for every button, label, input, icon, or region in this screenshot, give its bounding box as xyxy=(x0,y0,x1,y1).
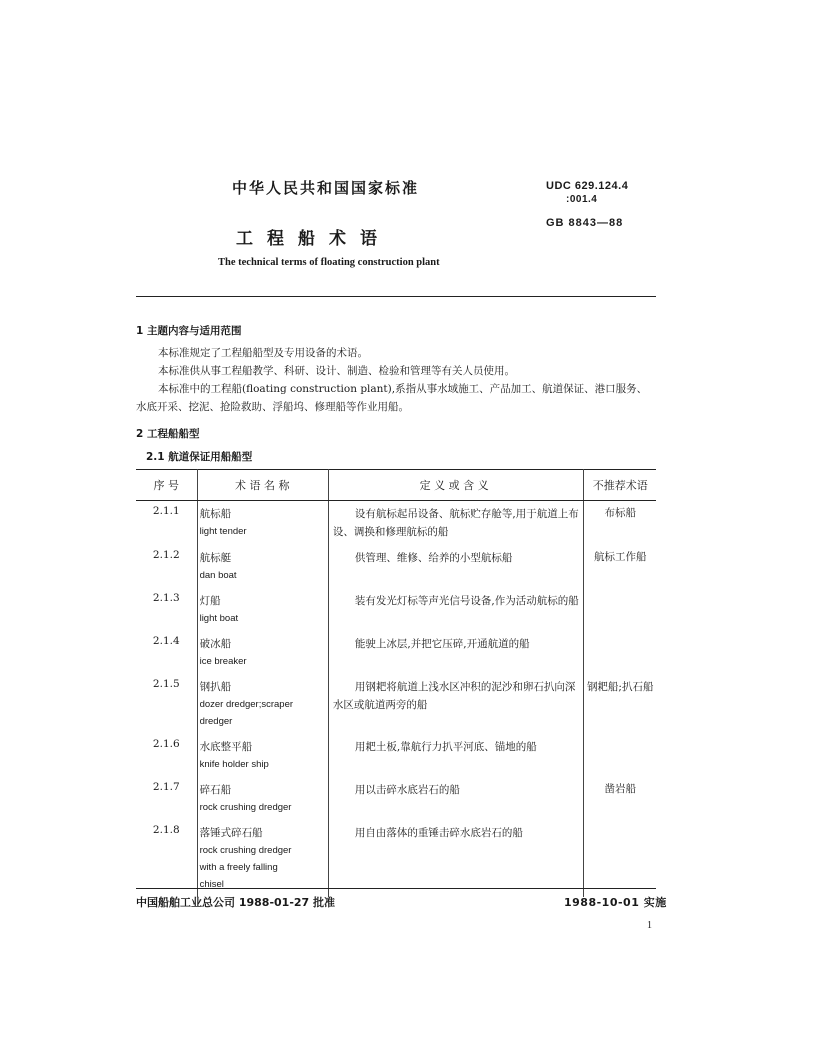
term-not-recommended xyxy=(584,631,656,674)
table-row xyxy=(136,631,656,674)
table-row xyxy=(136,545,656,588)
col-header-term: 术 语 名 称 xyxy=(197,470,328,501)
section2-heading: 2 工程船船型 xyxy=(136,428,200,440)
page-title: 工程船术语 xyxy=(236,229,391,249)
term-en: light tender xyxy=(199,526,247,537)
page-number: 1 xyxy=(647,920,652,931)
col-header-not-recommended: 不推荐术语 xyxy=(584,470,656,501)
term-definition: 能驶上冰层,并把它压碎,开通航道的船 xyxy=(328,631,584,674)
term-name xyxy=(197,545,328,588)
term-not-recommended: 钢耙船;扒石船 xyxy=(586,681,654,693)
term-cn: 航标艇 xyxy=(199,552,232,564)
udc-line1: UDC 629.124.4 xyxy=(546,180,629,192)
term-number: 2.1.7 xyxy=(136,777,197,820)
term-en: light boat xyxy=(199,613,239,624)
english-title: The technical terms of floating construction plant xyxy=(218,257,440,268)
term-name xyxy=(197,674,328,734)
table-header-row xyxy=(136,470,656,501)
term-cn: 水底整平船 xyxy=(199,741,253,753)
section1-heading: 1 主题内容与适用范围 xyxy=(136,325,242,337)
udc-code xyxy=(546,180,628,206)
term-name xyxy=(197,631,328,674)
term-definition: 设有航标起吊设备、航标贮存舱等,用于航道上布设、调换和修理航标的船 xyxy=(328,501,584,546)
term-number: 2.1.6 xyxy=(136,734,197,777)
col-header-number: 序 号 xyxy=(136,470,197,501)
term-en: dan boat xyxy=(199,570,237,581)
term-not-recommended: 凿岩船 xyxy=(604,783,636,795)
terms-table xyxy=(136,469,656,897)
term-en: rock crushing dredger xyxy=(199,845,292,856)
term-en: dozer dredger;scraper xyxy=(199,699,294,710)
term-name xyxy=(197,734,328,777)
section21-heading: 2.1 航道保证用船船型 xyxy=(146,451,253,463)
term-number: 2.1.4 xyxy=(136,631,197,674)
term-cn: 落锤式碎石船 xyxy=(199,827,263,839)
table-row xyxy=(136,734,656,777)
implementation-date: 1988-10-01 实施 xyxy=(564,896,667,909)
term-name xyxy=(197,820,328,897)
udc-line2: :001.4 xyxy=(566,194,598,205)
term-cn: 破冰船 xyxy=(199,638,232,650)
footer-divider xyxy=(136,888,656,889)
approval-date: 中国船舶工业总公司 1988-01-27 批准 xyxy=(136,896,336,909)
term-en: knife holder ship xyxy=(199,759,269,770)
term-cn: 航标船 xyxy=(199,508,232,520)
table-row xyxy=(136,501,656,546)
term-cn: 碎石船 xyxy=(199,784,232,796)
paragraph: 水底开采、挖泥、抢险救助、浮船坞、修理船等作业用船。 xyxy=(136,401,409,413)
gb-number: GB 8843—88 xyxy=(546,217,624,229)
term-en: chisel xyxy=(199,879,224,890)
header-divider xyxy=(136,296,656,297)
paragraph: 本标准供从事工程船教学、科研、设计、制造、检验和管理等有关人员使用。 xyxy=(158,365,515,377)
standard-org: 中华人民共和国国家标准 xyxy=(232,179,420,197)
term-definition: 用以击碎水底岩石的船 xyxy=(328,777,584,820)
term-definition: 装有发光灯标等声光信号设备,作为活动航标的船 xyxy=(328,588,584,631)
term-not-recommended xyxy=(584,820,656,897)
term-not-recommended: 布标船 xyxy=(604,507,636,519)
term-definition: 用耙土板,靠航行力扒平河底、锚地的船 xyxy=(328,734,584,777)
section1-body xyxy=(136,344,660,416)
term-definition: 供管理、维修、给养的小型航标船 xyxy=(328,545,584,588)
term-en: rock crushing dredger xyxy=(199,802,292,813)
term-number: 2.1.8 xyxy=(136,820,197,897)
term-name xyxy=(197,501,328,546)
term-not-recommended: 航标工作船 xyxy=(593,551,647,563)
term-definition: 用钢耙将航道上浅水区冲积的泥沙和卵石扒向深水区或航道两旁的船 xyxy=(328,674,584,734)
paragraph: 本标准中的工程船(floating construction plant),系指从事水域施工、产品加工、航道保证、港口服务、 xyxy=(158,383,648,395)
table-row xyxy=(136,674,656,734)
term-name xyxy=(197,588,328,631)
term-number: 2.1.5 xyxy=(136,674,197,734)
term-cn: 钢扒船 xyxy=(199,681,232,693)
term-en: ice breaker xyxy=(199,656,247,667)
paragraph: 本标准规定了工程船船型及专用设备的术语。 xyxy=(158,347,368,359)
col-header-definition: 定 义 或 含 义 xyxy=(328,470,584,501)
term-number: 2.1.3 xyxy=(136,588,197,631)
term-number: 2.1.1 xyxy=(136,501,197,546)
term-definition: 用自由落体的重锤击碎水底岩石的船 xyxy=(328,820,584,897)
term-not-recommended xyxy=(584,734,656,777)
term-not-recommended xyxy=(584,588,656,631)
term-number: 2.1.2 xyxy=(136,545,197,588)
term-name xyxy=(197,777,328,820)
table-row xyxy=(136,777,656,820)
table-row xyxy=(136,820,656,897)
table-row xyxy=(136,588,656,631)
term-en: with a freely falling xyxy=(199,862,278,873)
term-en: dredger xyxy=(199,716,233,727)
term-cn: 灯船 xyxy=(199,595,221,607)
